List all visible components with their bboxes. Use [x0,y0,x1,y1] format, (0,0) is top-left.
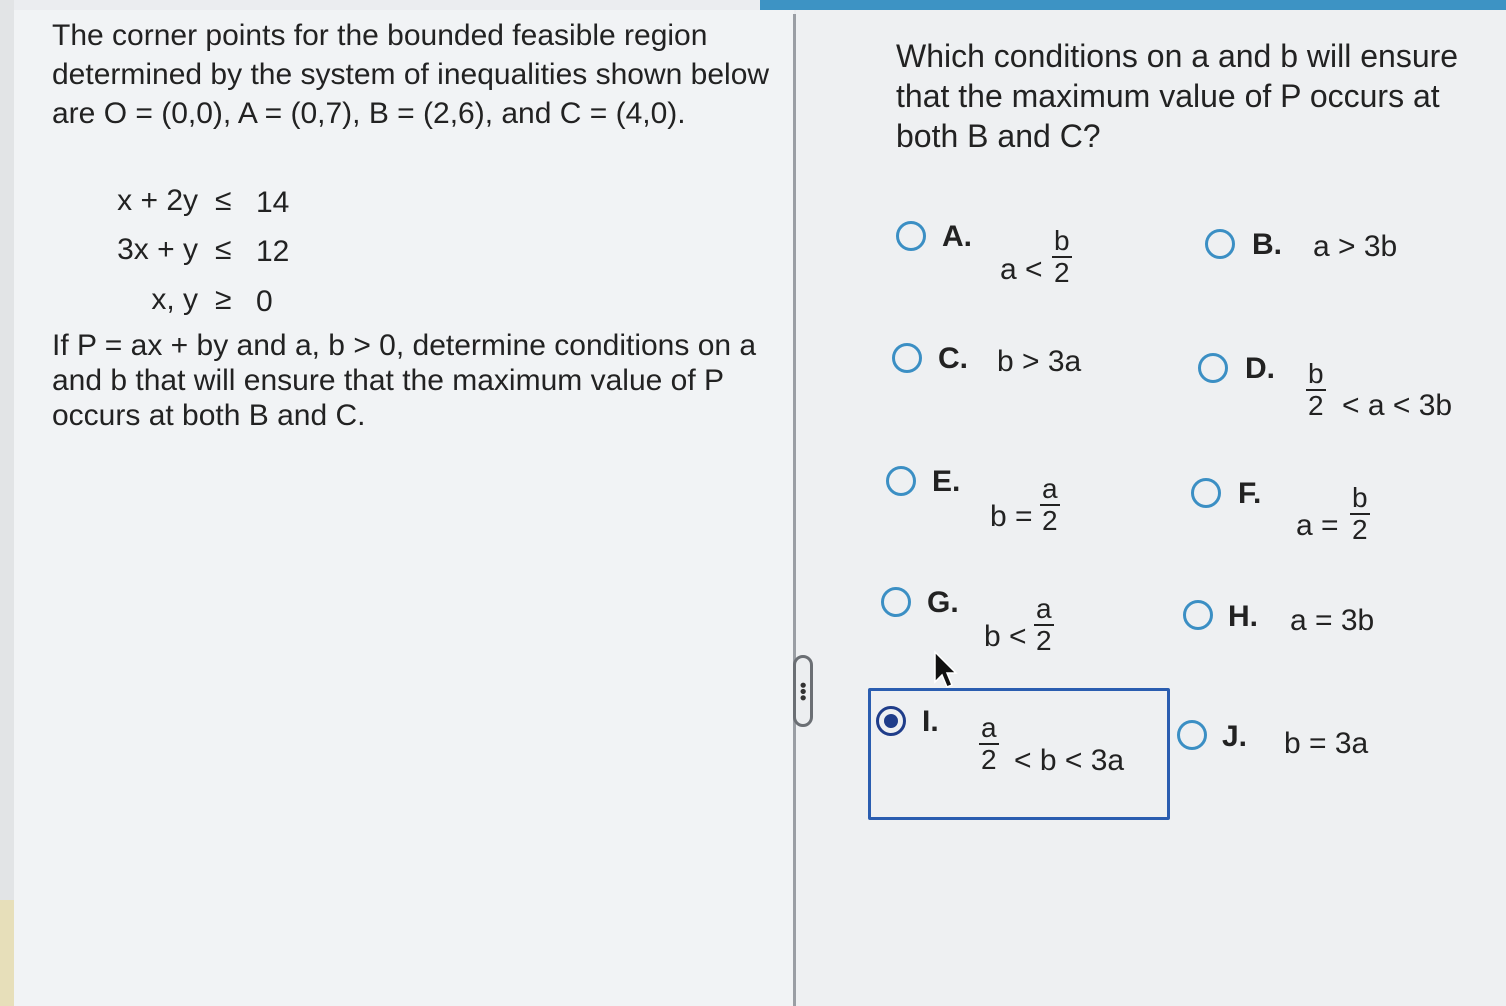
option-i-fraction [979,713,999,775]
option-b-letter: B. [1252,228,1282,261]
option-e-num: a [1042,473,1058,504]
ineq-3-op: ≥ [215,283,232,316]
radio-e[interactable] [886,466,916,496]
option-d-den: 2 [1308,390,1324,421]
top-accent-bar [760,0,1506,10]
radio-a[interactable] [896,221,926,251]
ineq-1-lhs: x + 2y [117,184,198,217]
option-f-fraction [1350,483,1370,545]
option-a-letter: A. [942,220,972,253]
radio-f[interactable] [1191,478,1221,508]
option-i-letter: I. [922,705,939,738]
radio-d[interactable] [1198,353,1228,383]
option-j-text: b = 3a [1284,727,1369,760]
option-b-text: a > 3b [1313,230,1398,263]
question-intro: The corner points for the bounded feasible region determined by the system of inequalities shown below are O = (0,0), A = (0,7), B = (2,6), and C = (4,0). [52,19,770,130]
option-g-lhs: b < [984,620,1027,653]
option-e-lhs: b = [990,500,1033,533]
radio-c[interactable] [892,343,922,373]
ineq-1-op: ≤ [215,184,232,217]
option-i-num: a [981,712,997,743]
option-e-fraction [1040,474,1060,536]
ineq-3-rhs: 0 [256,285,273,318]
option-a-lhs: a < [1000,253,1043,286]
option-h-text: a = 3b [1290,604,1375,637]
option-e-letter: E. [932,465,961,498]
radio-h[interactable] [1183,600,1213,630]
answer-prompt: Which conditions on a and b will ensure that the maximum value of P occurs at both B and C? [896,38,1459,154]
option-i-rest: < b < 3a [1014,744,1125,777]
ineq-1-rhs: 14 [256,186,290,219]
vertical-ellipsis-icon: ••• [793,681,813,701]
left-edge [0,0,14,1006]
option-d-letter: D. [1245,352,1275,385]
option-f-letter: F. [1238,477,1262,510]
option-a-fraction [1052,226,1072,288]
ineq-2-op: ≤ [215,233,232,266]
option-a-num: b [1054,225,1070,256]
option-d-rest: < a < 3b [1342,389,1453,422]
option-e-den: 2 [1042,505,1058,536]
panel-divider[interactable] [793,14,796,1006]
option-f-num: b [1352,482,1368,513]
option-g-den: 2 [1036,625,1052,656]
option-g-letter: G. [927,586,959,619]
answer-panel [793,10,1506,1006]
question-condition: If P = ax + by and a, b > 0, determine conditions on a and b that will ensure that the maximum value of P occurs at both B and C. [52,329,757,432]
option-g-fraction [1034,594,1054,656]
question-panel [14,10,794,1006]
option-c-text: b > 3a [997,345,1082,378]
option-d-num: b [1308,358,1324,389]
left-edge-highlight [0,900,14,1006]
option-a-den: 2 [1054,257,1070,288]
radio-b[interactable] [1205,229,1235,259]
option-h-letter: H. [1228,600,1258,633]
radio-i[interactable] [876,706,906,736]
ineq-2-lhs: 3x + y [117,233,198,266]
option-f-lhs: a = [1296,509,1339,542]
option-c-letter: C. [938,342,968,375]
option-g-num: a [1036,593,1052,624]
ineq-3-lhs: x, y [151,283,198,316]
inequality-system [110,182,290,332]
mouse-pointer-icon [932,650,960,690]
option-j-letter: J. [1222,720,1248,753]
radio-j[interactable] [1177,720,1207,750]
option-f-den: 2 [1352,514,1368,545]
ineq-2-rhs: 12 [256,235,290,268]
radio-g[interactable] [881,587,911,617]
option-i-den: 2 [981,744,997,775]
resize-handle[interactable] [793,655,813,727]
option-d-fraction [1306,359,1326,421]
